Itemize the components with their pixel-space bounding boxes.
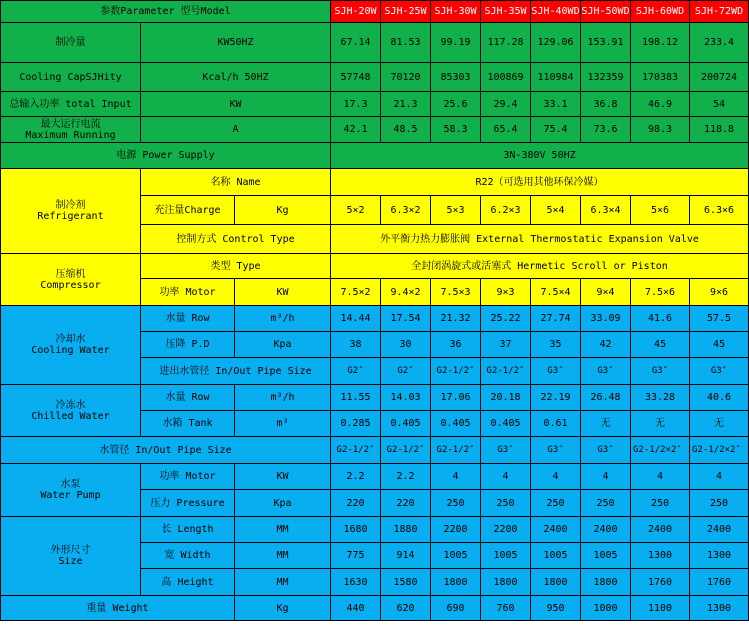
- model-header: SJH-40WD: [531, 1, 581, 23]
- cell: 0.285: [331, 411, 381, 437]
- cell: 54: [690, 92, 749, 117]
- cell: 6.3×6: [690, 196, 749, 225]
- cell: G2-1/2×2″: [690, 437, 749, 464]
- cell: 67.14: [331, 23, 381, 63]
- row-power-supply: [1, 143, 749, 169]
- group-label-en: Chilled Water: [31, 410, 110, 422]
- cell: 33.1: [531, 92, 581, 117]
- row-label: 水量 Row: [141, 385, 235, 411]
- cell: 70120: [381, 63, 431, 92]
- cell: 220: [331, 490, 381, 517]
- cell: 2400: [690, 517, 749, 543]
- group-label-en: Size: [58, 556, 83, 567]
- cell: 37: [481, 332, 531, 358]
- row-pump-power: [1, 464, 749, 490]
- cell: 无: [690, 411, 749, 437]
- cell: 129.06: [531, 23, 581, 63]
- cell: 4: [581, 464, 631, 490]
- cell: 17.54: [381, 306, 431, 332]
- row-cooling-kcal: [1, 63, 749, 92]
- row-chilled-pipe: [1, 437, 749, 464]
- cell: 73.6: [581, 117, 631, 143]
- cell: 17.3: [331, 92, 381, 117]
- cell: 1800: [431, 569, 481, 596]
- cell: 25.6: [431, 92, 481, 117]
- group-label-cn: 制冷剂: [55, 200, 86, 211]
- cell: G3″: [481, 437, 531, 464]
- cell: 1680: [331, 517, 381, 543]
- row-label: 名称 Name: [141, 169, 331, 196]
- group-label-cn: 外形尺寸: [50, 545, 91, 556]
- cell: 30: [381, 332, 431, 358]
- model-header: SJH-30W: [431, 1, 481, 23]
- cell: 2400: [531, 517, 581, 543]
- cell: 100869: [481, 63, 531, 92]
- row-unit: Kpa: [235, 332, 331, 358]
- cell: 45: [690, 332, 749, 358]
- cell: 5×2: [331, 196, 381, 225]
- cell: G3″: [531, 358, 581, 385]
- cell: G2-1/2″: [331, 437, 381, 464]
- cell: 775: [331, 543, 381, 569]
- row-unit: m³/h: [235, 306, 331, 332]
- group-label-en: Cooling Water: [31, 345, 110, 356]
- row-unit: MM: [235, 543, 331, 569]
- cell: 5×3: [431, 196, 481, 225]
- cell: 42: [581, 332, 631, 358]
- row-cooling-kw: [1, 23, 749, 63]
- row-unit: Kg: [235, 596, 331, 621]
- cell: 1100: [631, 596, 690, 621]
- cell: 2.2: [331, 464, 381, 490]
- cell: 38: [331, 332, 381, 358]
- cell: 9×6: [690, 279, 749, 306]
- cell: 58.3: [431, 117, 481, 143]
- group-label-cn: 冷冻水: [55, 399, 86, 411]
- cell: 6.2×3: [481, 196, 531, 225]
- cell: 1300: [690, 543, 749, 569]
- cell: 45: [631, 332, 690, 358]
- model-header: SJH-72WD: [690, 1, 749, 23]
- row-length: [1, 517, 749, 543]
- row-label: [1, 117, 141, 143]
- cell: 198.12: [631, 23, 690, 63]
- cell: 440: [331, 596, 381, 621]
- cell: G2″: [331, 358, 381, 385]
- cell: G3″: [690, 358, 749, 385]
- cell: 7.5×2: [331, 279, 381, 306]
- row-unit: A: [141, 117, 331, 143]
- cell: 22.19: [531, 385, 581, 411]
- row-label: 水量 Row: [141, 306, 235, 332]
- group-label-en: Refrigerant: [37, 211, 104, 222]
- cell: 1800: [531, 569, 581, 596]
- row-label: 水箱 Tank: [141, 411, 235, 437]
- cell: 4: [631, 464, 690, 490]
- group-label-en: Compressor: [40, 279, 101, 291]
- group-refrigerant: [1, 169, 141, 254]
- cell: 11.55: [331, 385, 381, 411]
- row-label: 类型 Type: [141, 254, 331, 279]
- row-unit: KW50HZ: [141, 23, 331, 63]
- cell: 620: [381, 596, 431, 621]
- group-label-en: Water Pump: [40, 490, 101, 501]
- cell: 25.22: [481, 306, 531, 332]
- group-compressor: [1, 254, 141, 306]
- cell: 690: [431, 596, 481, 621]
- group-label-cn: 水泵: [60, 479, 81, 490]
- cell: G3″: [581, 437, 631, 464]
- cell: 1005: [531, 543, 581, 569]
- cell: 118.8: [690, 117, 749, 143]
- cell: 26.48: [581, 385, 631, 411]
- row-label: 电源 Power Supply: [1, 143, 331, 169]
- row-weight: [1, 596, 749, 621]
- cell: 9.4×2: [381, 279, 431, 306]
- cell: 2400: [581, 517, 631, 543]
- row-cooling-flow: [1, 306, 749, 332]
- cell: 35: [531, 332, 581, 358]
- cell: 20.18: [481, 385, 531, 411]
- cell: 1880: [381, 517, 431, 543]
- group-water-pump: [1, 464, 141, 517]
- cell: 7.5×3: [431, 279, 481, 306]
- cell: 全封闭涡旋式或活塞式 Hermetic Scroll or Piston: [331, 254, 749, 279]
- cell: 3N-380V 50HZ: [331, 143, 749, 169]
- cell: 29.4: [481, 92, 531, 117]
- cell: G3″: [531, 437, 581, 464]
- cell: 132359: [581, 63, 631, 92]
- cell: 外平衡力热力膨胀阀 External Thermostatic Expansion Valve: [331, 225, 749, 254]
- cell: 1000: [581, 596, 631, 621]
- cell: 57748: [331, 63, 381, 92]
- cell: 57.5: [690, 306, 749, 332]
- cell: 7.5×6: [631, 279, 690, 306]
- cell: 14.44: [331, 306, 381, 332]
- cell: 1800: [481, 569, 531, 596]
- label-cn: 最大运行电流: [40, 118, 101, 130]
- row-label: 进出水管径 In/Out Pipe Size: [141, 358, 331, 385]
- cell: 5×4: [531, 196, 581, 225]
- row-unit: m³/h: [235, 385, 331, 411]
- cell: 2200: [431, 517, 481, 543]
- row-unit: Kcal/h 50HZ: [141, 63, 331, 92]
- cell: G2-1/2″: [431, 358, 481, 385]
- cell: 250: [431, 490, 481, 517]
- row-unit: KW: [141, 92, 331, 117]
- cell: 2200: [481, 517, 531, 543]
- row-label: 长 Length: [141, 517, 235, 543]
- cell: 33.09: [581, 306, 631, 332]
- cell: 17.06: [431, 385, 481, 411]
- cell: 250: [690, 490, 749, 517]
- cell: 1760: [690, 569, 749, 596]
- cell: 220: [381, 490, 431, 517]
- cell: 4: [431, 464, 481, 490]
- row-label: 充注量Charge: [141, 196, 235, 225]
- header-row: [1, 1, 749, 23]
- cell: G2-1/2×2″: [631, 437, 690, 464]
- cell: 2.2: [381, 464, 431, 490]
- cell: 0.405: [481, 411, 531, 437]
- row-max-current: [1, 117, 749, 143]
- row-refrigerant-name: [1, 169, 749, 196]
- row-label: Cooling CapSJHity: [1, 63, 141, 92]
- cell: 110984: [531, 63, 581, 92]
- cell: 27.74: [531, 306, 581, 332]
- row-label: 控制方式 Control Type: [141, 225, 331, 254]
- cell: 117.28: [481, 23, 531, 63]
- cell: 1580: [381, 569, 431, 596]
- cell: 4: [481, 464, 531, 490]
- cell: 21.3: [381, 92, 431, 117]
- cell: G2-1/2″: [431, 437, 481, 464]
- row-unit: KW: [235, 279, 331, 306]
- cell: 42.1: [331, 117, 381, 143]
- cell: 6.3×2: [381, 196, 431, 225]
- row-unit: Kpa: [235, 490, 331, 517]
- cell: 14.03: [381, 385, 431, 411]
- cell: 200724: [690, 63, 749, 92]
- cell: 233.4: [690, 23, 749, 63]
- cell: 250: [631, 490, 690, 517]
- cell: 250: [481, 490, 531, 517]
- row-label: 功率 Motor: [141, 279, 235, 306]
- row-unit: Kg: [235, 196, 331, 225]
- cell: 65.4: [481, 117, 531, 143]
- row-label: 高 Height: [141, 569, 235, 596]
- row-unit: MM: [235, 569, 331, 596]
- cell: 9×4: [581, 279, 631, 306]
- cell: G2-1/2″: [481, 358, 531, 385]
- row-unit: m³: [235, 411, 331, 437]
- group-size: [1, 517, 141, 596]
- row-label: 重量 Weight: [1, 596, 235, 621]
- cell: 950: [531, 596, 581, 621]
- cell: 41.6: [631, 306, 690, 332]
- label-en: Maximum Running: [25, 129, 116, 141]
- cell: 48.5: [381, 117, 431, 143]
- row-chilled-flow: [1, 385, 749, 411]
- cell: 98.3: [631, 117, 690, 143]
- row-unit: KW: [235, 464, 331, 490]
- model-header: SJH-50WD: [581, 1, 631, 23]
- cell: G2″: [381, 358, 431, 385]
- row-label: 功率 Motor: [141, 464, 235, 490]
- row-label: 压力 Pressure: [141, 490, 235, 517]
- cell: 9×3: [481, 279, 531, 306]
- cell: G2-1/2″: [381, 437, 431, 464]
- cell: 0.405: [431, 411, 481, 437]
- group-label-cn: 冷却水: [55, 334, 86, 345]
- cell: 1005: [581, 543, 631, 569]
- row-label: 压降 P.D: [141, 332, 235, 358]
- cell: G3″: [631, 358, 690, 385]
- cell: 75.4: [531, 117, 581, 143]
- cell: R22（可选用其他环保冷媒）: [331, 169, 749, 196]
- table-title: 参数Parameter 型号Model: [1, 1, 331, 23]
- cell: 85303: [431, 63, 481, 92]
- cell: 4: [531, 464, 581, 490]
- cell: 33.28: [631, 385, 690, 411]
- group-label-cn: 压缩机: [55, 268, 86, 280]
- cell: 1630: [331, 569, 381, 596]
- cell: 36.8: [581, 92, 631, 117]
- model-header: SJH-20W: [331, 1, 381, 23]
- model-header: SJH-35W: [481, 1, 531, 23]
- cell: 7.5×4: [531, 279, 581, 306]
- model-header: SJH-60WD: [631, 1, 690, 23]
- cell: 21.32: [431, 306, 481, 332]
- cell: 0.61: [531, 411, 581, 437]
- cell: G3″: [581, 358, 631, 385]
- row-label: 宽 Width: [141, 543, 235, 569]
- cell: 250: [531, 490, 581, 517]
- cell: 1760: [631, 569, 690, 596]
- cell: 0.405: [381, 411, 431, 437]
- row-unit: MM: [235, 517, 331, 543]
- cell: 无: [631, 411, 690, 437]
- cell: 4: [690, 464, 749, 490]
- cell: 1300: [690, 596, 749, 621]
- cell: 170383: [631, 63, 690, 92]
- group-cooling-water: [1, 306, 141, 385]
- cell: 914: [381, 543, 431, 569]
- row-label: 水管径 In/Out Pipe Size: [1, 437, 331, 464]
- row-power-input: [1, 92, 749, 117]
- cell: 40.6: [690, 385, 749, 411]
- cell: 1005: [431, 543, 481, 569]
- cell: 1005: [481, 543, 531, 569]
- cell: 46.9: [631, 92, 690, 117]
- group-chilled-water: [1, 385, 141, 437]
- cell: 760: [481, 596, 531, 621]
- row-label: 制冷量: [1, 23, 141, 63]
- cell: 5×6: [631, 196, 690, 225]
- cell: 6.3×4: [581, 196, 631, 225]
- cell: 81.53: [381, 23, 431, 63]
- cell: 153.91: [581, 23, 631, 63]
- row-label: 总输入功率 total Input: [1, 92, 141, 117]
- row-compressor-type: [1, 254, 749, 279]
- cell: 250: [581, 490, 631, 517]
- cell: 2400: [631, 517, 690, 543]
- cell: 1800: [581, 569, 631, 596]
- cell: 1300: [631, 543, 690, 569]
- model-header: SJH-25W: [381, 1, 431, 23]
- cell: 无: [581, 411, 631, 437]
- cell: 99.19: [431, 23, 481, 63]
- cell: 36: [431, 332, 481, 358]
